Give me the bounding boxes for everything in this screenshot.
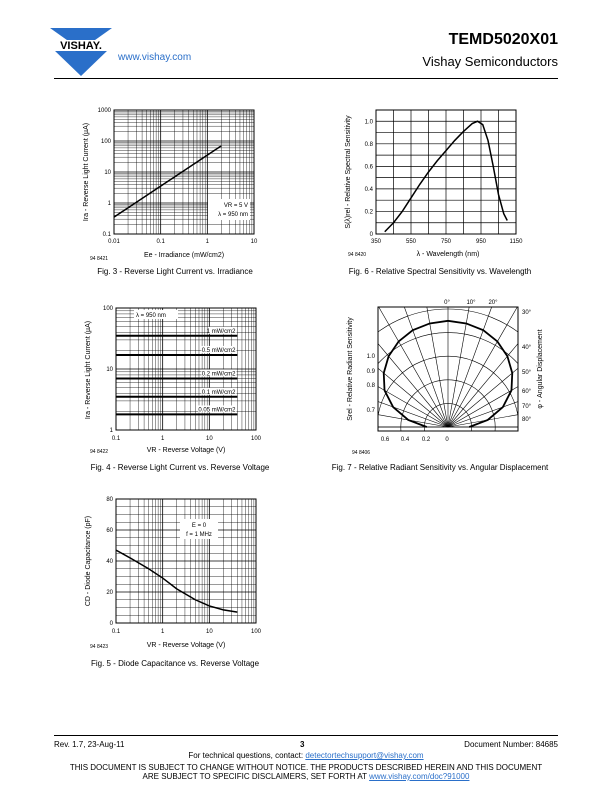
fig5-ytick: 0 (109, 621, 113, 627)
fig7-right-angle-label: 80° (522, 417, 532, 423)
fig7-grid-ray (400, 295, 448, 427)
disclaimer-link[interactable]: www.vishay.com/doc?91000 (369, 772, 470, 781)
fig7-angle-label: φ - Angular Displacement (537, 329, 544, 409)
fig5-ytick: 40 (106, 559, 113, 565)
fig4-xtick: 1 (160, 436, 165, 442)
contact-line (54, 751, 558, 760)
fig6-chart (340, 105, 530, 265)
fig7-left-tick: 0.8 (366, 383, 375, 389)
fig4-line-label: 0.1 mW/cm2 (201, 389, 236, 396)
fig7-top-angle-label: 0° (444, 300, 450, 306)
fig7-code: 94 8406 (352, 450, 371, 456)
revision-text: Rev. 1.7, 23-Aug-11 (54, 740, 125, 749)
fig3-xtick: 1 (205, 239, 210, 245)
fig3-xtick: 0.1 (156, 239, 165, 245)
fig3-note1: VR = 5 V (223, 203, 248, 209)
fig4-ylabel: Ira - Reverse Light Current (µA) (85, 320, 92, 420)
fig4-xtick: 100 (250, 436, 262, 442)
fig7-grid (330, 295, 560, 460)
fig4-line-label: 0.5 mW/cm2 (201, 347, 236, 354)
fig7-left-tick: 0.7 (366, 408, 375, 414)
fig5-note2: f = 1 MHz (186, 532, 212, 538)
contact-prefix: For technical questions, contact: (188, 751, 306, 760)
fig3-ytick: 1000 (97, 108, 111, 114)
fig7-right-angle-label: 70° (522, 404, 532, 410)
fig4-xtick: 10 (205, 436, 213, 442)
fig3-xtick: 0.01 (108, 239, 120, 245)
fig7-right-angle-label: 40° (522, 345, 532, 351)
header-rule (54, 78, 558, 79)
website-link[interactable]: www.vishay.com (118, 52, 192, 63)
fig4-caption: Fig. 4 - Reverse Light Current vs. Reverse Voltage (90, 463, 270, 472)
disclaimer-line2 (54, 772, 558, 781)
fig4-line-label: 0.2 mW/cm2 (201, 371, 236, 378)
logo-text: VISHAY. (60, 40, 102, 52)
fig7-bottom-tick: 0.6 (380, 437, 390, 443)
fig5-chart (80, 493, 270, 658)
fig7-bottom-tick: 0 (445, 437, 449, 443)
fig5-ticks (106, 497, 261, 635)
fig6-ytick: 0.2 (364, 209, 373, 216)
fig4-chart (80, 300, 270, 460)
fig4-note: λ = 950 nm (136, 313, 166, 319)
fig7-top-angle-label: 10° (466, 300, 476, 306)
fig7-right-angle-label: 30° (522, 310, 532, 316)
fig7-top-angle-label: 20° (488, 300, 498, 306)
fig6-xtick: 950 (475, 239, 487, 245)
fig7-right-angle-label: 50° (522, 370, 532, 376)
fig5-xtick: 100 (250, 629, 262, 635)
part-number: TEMD5020X01 (448, 31, 558, 48)
fig6-ylabel: S(λ)rel - Relative Spectral Sensitivity (345, 115, 352, 229)
fig3-code: 94 8421 (90, 256, 109, 262)
fig6-ytick: 0.4 (364, 186, 373, 193)
fig6-code: 94 8420 (348, 252, 367, 258)
fig7-caption: Fig. 7 - Relative Radiant Sensitivity vs. Angular Displacement (331, 463, 549, 472)
fig4-ytick: 10 (106, 367, 113, 373)
fig4-ytick: 100 (102, 306, 113, 312)
fig7-grid-ray (448, 295, 496, 427)
page-number: 3 (300, 740, 305, 749)
fig7-ylabel: Srel - Relative Radiant Sensitivity (347, 317, 354, 421)
fig5-grid (116, 499, 256, 623)
fig6-xtick: 550 (405, 239, 417, 245)
fig5-note1: E = 0 (191, 523, 207, 529)
fig6-xtick: 750 (440, 239, 452, 245)
fig7-chart (330, 295, 560, 460)
fig5-caption: Fig. 5 - Diode Capacitance vs. Reverse Voltage (90, 659, 260, 668)
fig7-left-tick: 0.9 (366, 369, 375, 375)
fig5-xtick: 0.1 (111, 629, 121, 635)
fig5-ytick: 60 (106, 528, 113, 534)
fig6-ytick: 0.8 (364, 141, 373, 148)
fig3-ylabel: Ira - Reverse Light Current (µA) (83, 122, 90, 222)
fig6-ytick: 1.0 (364, 119, 373, 126)
document-number: Document Number: 84685 (464, 740, 558, 749)
fig4-line-label: 0.05 mW/cm2 (198, 407, 236, 414)
fig6-ytick: 0.6 (364, 164, 373, 171)
fig7-right-angle-label: 60° (522, 389, 532, 395)
division-name: Vishay Semiconductors (422, 54, 558, 69)
footer-rule (54, 735, 558, 736)
fig4-xlabel: VR - Reverse Voltage (V) (146, 447, 226, 454)
fig6-xtick: 350 (370, 239, 382, 245)
fig4-xtick: 0.1 (111, 436, 121, 442)
fig3-chart (80, 100, 270, 265)
fig6-caption: Fig. 6 - Relative Spectral Sensitivity vs. Wavelength (348, 267, 532, 276)
fig7-bottom-tick: 0.4 (400, 437, 410, 443)
fig5-xlabel: VR - Reverse Voltage (V) (146, 642, 226, 649)
disclaimer-prefix: ARE SUBJECT TO SPECIFIC DISCLAIMERS, SET FORTH AT (142, 772, 370, 781)
fig6-xtick: 1150 (509, 239, 523, 245)
fig3-ytick: 10 (104, 170, 111, 176)
vishay-logo (50, 28, 112, 76)
contact-email-link[interactable]: detectortechsupport@vishay.com (305, 751, 424, 760)
fig4-code: 94 8422 (90, 449, 109, 455)
fig5-ylabel: CD - Diode Capacitance (pF) (85, 515, 92, 607)
disclaimer-line1: THIS DOCUMENT IS SUBJECT TO CHANGE WITHOUT NOTICE. THE PRODUCTS DESCRIBED HEREIN AND THIS DOCUMENT (69, 763, 543, 772)
fig3-ticks (98, 108, 258, 245)
fig3-ytick: 100 (100, 139, 111, 145)
fig7-left-tick: 1.0 (366, 354, 375, 360)
fig3-note2: λ = 950 nm (218, 212, 248, 218)
fig6-ytick: 0 (369, 232, 373, 238)
fig5-ytick: 20 (106, 590, 113, 596)
fig3-xtick: 10 (250, 239, 258, 245)
fig5-code: 94 8423 (90, 644, 109, 650)
fig5-xtick: 10 (205, 629, 213, 635)
fig3-ytick: 1 (107, 201, 111, 207)
fig6-ticks (365, 119, 523, 245)
fig3-caption: Fig. 3 - Reverse Light Current vs. Irradiance (97, 267, 253, 276)
fig3-xlabel: Ee - Irradiance (mW/cm2) (143, 252, 225, 259)
fig3-ytick: 0.1 (102, 232, 111, 238)
fig6-xlabel: λ - Wavelength (nm) (416, 251, 480, 258)
fig7-bottom-tick: 0.2 (421, 437, 431, 443)
fig5-xtick: 1 (160, 629, 165, 635)
fig4-line-label: 1 mW/cm2 (206, 328, 236, 335)
fig5-ytick: 80 (106, 497, 113, 503)
fig4-ytick: 1 (109, 428, 113, 434)
